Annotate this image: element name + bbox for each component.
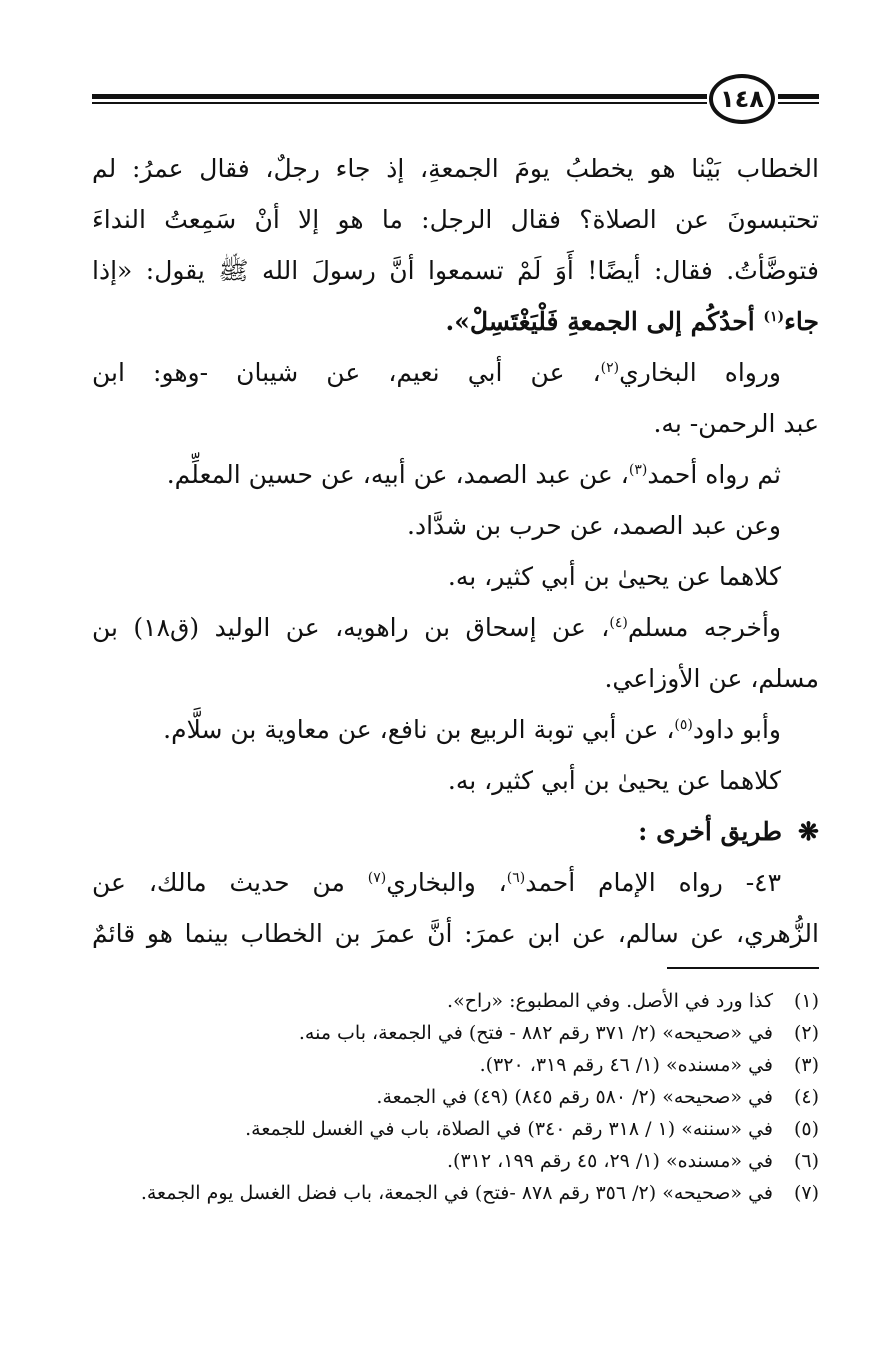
footnote-text: في «صحيحه» (٢/ ٣٧١ رقم ٨٨٢ - فتح) في الجمعة، باب منه. (298, 1022, 773, 1044)
footnote-number: (١) (793, 990, 819, 1012)
text-span: وأبو داود (692, 715, 781, 744)
text-line: كلاهما عن يحيىٰ بن أبي كثير، به. (447, 766, 781, 795)
footnote-ref: (٥) (674, 717, 693, 733)
footnote-number: (٢) (793, 1022, 819, 1044)
text-line: فتوضَّأتُ. فقال: أيضًا! أَوَ لَمْ تسمعوا أنَّ رسولَ الله ﷺ يقول: «إذا (92, 256, 819, 285)
header-rule (778, 102, 819, 104)
text-span: أحدُكُم إلى الجمعةِ فَلْيَغْتَسِلْ». (445, 307, 764, 336)
page-number: ١٤٨ (709, 74, 775, 124)
footnote-ref: (٤) (609, 615, 628, 631)
footnote-text: في «مسنده» (١/ ٤٦ رقم ٣١٩، ٣٢٠). (479, 1054, 773, 1076)
text-span: ، والبخاري (386, 868, 507, 897)
footnote-number: (٧) (793, 1182, 819, 1204)
footnote (92, 1081, 819, 1113)
footnote-number: (٤) (793, 1086, 819, 1108)
footnote-number: (٣) (793, 1054, 819, 1076)
footnote-text: في «صحيحه» (٢/ ٥٨٠ رقم ٨٤٥) (٤٩) في الجمعة. (376, 1086, 773, 1108)
footnote (92, 985, 819, 1017)
text-line: كلاهما عن يحيىٰ بن أبي كثير، به. (447, 562, 781, 591)
text-line: وعن عبد الصمد، عن حرب بن شدَّاد. (407, 511, 781, 540)
footnote-number: (٦) (793, 1150, 819, 1172)
text-span: ٤٣- رواه الإمام أحمد (525, 868, 781, 897)
footnote-ref: (١) (763, 309, 785, 325)
footnote (92, 1017, 819, 1049)
footnote-number: (٥) (793, 1118, 819, 1140)
text-line: الخطاب بَيْنا هو يخطبُ يومَ الجمعةِ، إذ جاء رجلٌ، فقال عمرُ: لم (92, 154, 819, 183)
footnote-text: في «مسنده» (١/ ٢٩، ٤٥ رقم ١٩٩، ٣١٢). (447, 1150, 773, 1172)
text-span: وأخرجه مسلم (627, 613, 781, 642)
text-span: ثم رواه أحمد (647, 460, 781, 489)
text-line (92, 602, 819, 653)
text-line: عبد الرحمن- به. (653, 409, 819, 438)
main-text (92, 143, 819, 959)
footnote-ref: (٢) (600, 360, 620, 376)
heading-text: طريق أخرى : (638, 817, 783, 846)
text-span: جاء (784, 307, 819, 336)
section-heading (92, 806, 819, 857)
text-span: ، عن عبد الصمد، عن أبيه، عن حسين المعلِّم. (166, 460, 629, 489)
header-rule (778, 94, 819, 99)
footnote-ref: (٣) (628, 462, 648, 478)
text-span: ، عن أبي نعيم، عن شيبان -وهو: ابن (92, 358, 601, 387)
footnote-ref: (٧) (367, 870, 387, 886)
hadith-quote-line (92, 296, 819, 347)
text-line (92, 857, 819, 908)
footnote (92, 1145, 819, 1177)
text-line: الزُّهري، عن سالم، عن ابن عمرَ: أنَّ عمرَ بن الخطاب بينما هو قائمٌ (92, 919, 819, 948)
footnote (92, 1113, 819, 1145)
text-line (92, 347, 819, 398)
text-span: ورواه البخاري (619, 358, 782, 387)
text-line (92, 449, 819, 500)
text-span: ، عن أبي توبة الربيع بن نافع، عن معاوية بن سلَّام. (163, 715, 675, 744)
page-header (92, 70, 819, 130)
header-rule (92, 102, 707, 104)
footnote-text: كذا ورد في الأصل. وفي المطبوع: «راح». (447, 990, 773, 1012)
footnote-ref: (٦) (506, 870, 526, 886)
footnote (92, 1049, 819, 1081)
footnote (92, 1177, 819, 1209)
footnote-text: في «سننه» (١ / ٣١٨ رقم ٣٤٠) في الصلاة، باب في الغسل للجمعة. (245, 1118, 773, 1140)
text-line: تحتبسونَ عن الصلاة؟ فقال الرجل: ما هو إلا أنْ سَمِعتُ النداءَ (92, 205, 819, 234)
header-rule (92, 94, 707, 99)
footnote-text: في «صحيحه» (٢/ ٣٥٦ رقم ٨٧٨ -فتح) في الجمعة، باب فضل الغسل يوم الجمعة. (140, 1182, 773, 1204)
footnotes (92, 985, 819, 1209)
star-icon: ❋ (798, 817, 819, 846)
text-span: من حديث مالك، عن (92, 868, 368, 897)
text-line: مسلم، عن الأوزاعي. (604, 664, 819, 693)
text-span: ، عن إسحاق بن راهويه، عن الوليد (ق١٨) بن (92, 613, 610, 642)
text-line (92, 704, 819, 755)
footnote-separator (667, 967, 819, 969)
